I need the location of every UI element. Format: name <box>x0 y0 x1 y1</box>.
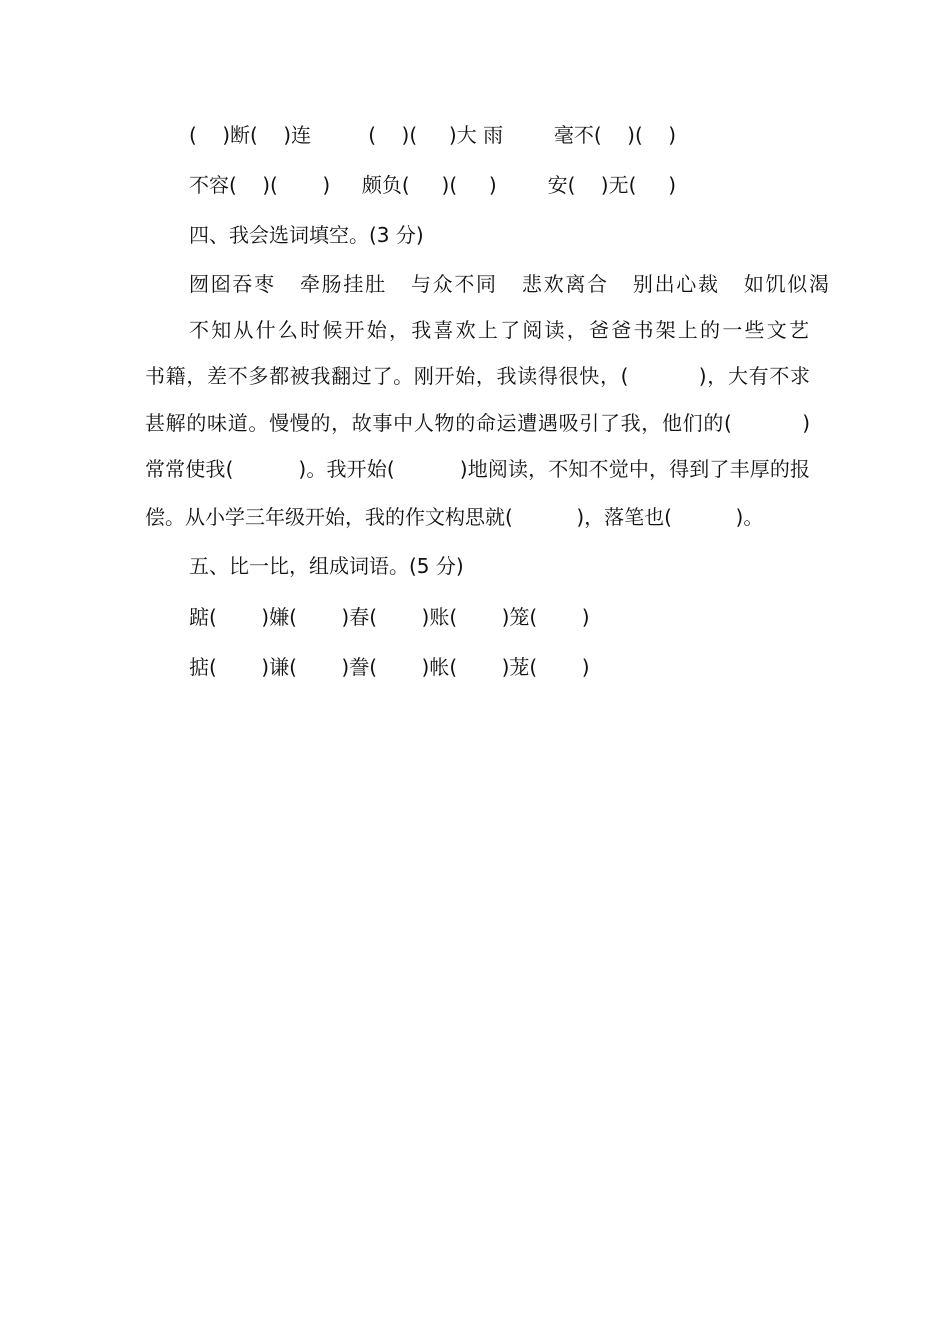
section-four-heading: 四、我会选词填空。(3 分) <box>189 223 424 247</box>
fill-blank-row-2: 不容( )( ) 颇负( )( ) 安( )无( ) <box>189 173 677 197</box>
section-five-heading: 五、比一比，组成词语。(5 分) <box>189 554 464 578</box>
compare-row-1: 踮( )嫌( )春( )账( )笼( ) <box>189 605 590 629</box>
paragraph-line-5: 偿。从小学三年级开始，我的作文构思就( )，落笔也( )。 <box>145 505 764 529</box>
compare-row-2: 掂( )谦( )誊( )帐( )茏( ) <box>189 655 590 679</box>
paragraph-line-2: 书籍，差不多都被我翻过了。刚开始，我读得很快，( )，大有不求 <box>145 364 810 388</box>
paragraph-line-4: 常常使我( )。我开始( )地阅读，不知不觉中，得到了丰厚的报 <box>145 457 810 481</box>
paragraph-line-1: 不知从什么时候开始，我喜欢上了阅读，爸爸书架上的一些文艺 <box>189 318 809 342</box>
paragraph-line-3: 甚解的味道。慢慢的，故事中人物的命运遭遇吸引了我，他们的( ) <box>145 411 810 435</box>
word-bank: 囫囵吞枣 牵肠挂肚 与众不同 悲欢离合 别出心裁 如饥似渴 <box>189 272 829 296</box>
fill-blank-row-1: ( )断( )连 ( )( )大 雨 毫不( )( ) <box>189 123 677 147</box>
